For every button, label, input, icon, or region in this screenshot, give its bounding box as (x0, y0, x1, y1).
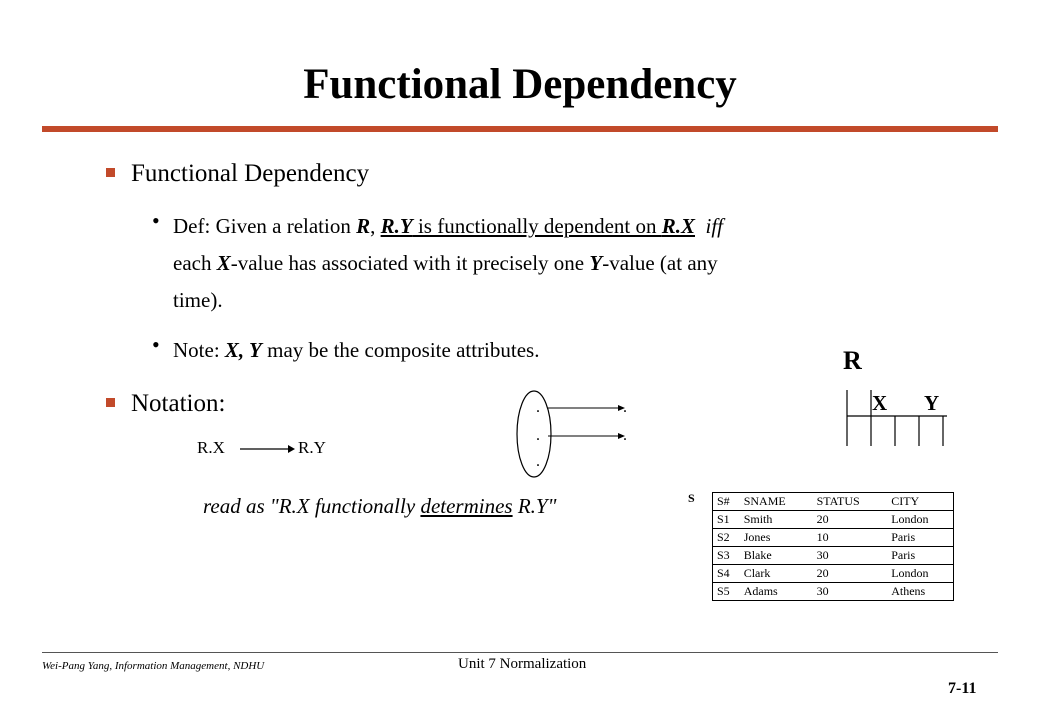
def-x: X (216, 251, 231, 275)
table-cell: 30 (813, 547, 888, 565)
def-line-3: time). (173, 288, 223, 312)
relation-r-col-x: X (872, 391, 888, 415)
table-cell: Paris (887, 529, 953, 547)
relation-s-label: S (688, 491, 695, 505)
domain-ellipse (517, 391, 551, 477)
note-line (173, 332, 539, 368)
footer-divider (42, 652, 998, 653)
table-row (713, 583, 954, 601)
table-cell: London (887, 511, 953, 529)
note-prefix: Note: (173, 338, 225, 362)
relation-r-col-y: Y (924, 391, 940, 415)
table-cell: Smith (740, 511, 813, 529)
def-prefix: Def: Given a relation (173, 214, 357, 238)
footer-author: Wei-Pang Yang, Information Management, NDHU (42, 660, 265, 672)
supplier-table (712, 492, 954, 601)
def-mid: is functionally dependent on (412, 214, 662, 238)
domain-dot: . (536, 453, 540, 470)
page-number: 7-11 (948, 680, 977, 697)
table-cell: S1 (713, 511, 740, 529)
table-row (713, 511, 954, 529)
table-cell: 10 (813, 529, 888, 547)
def-iff: iff (705, 214, 724, 238)
notation-ry: R.Y (298, 438, 326, 457)
table-header-row (713, 493, 954, 511)
def-line2c: -value (at any (602, 251, 718, 275)
note-xy: X, Y (224, 338, 262, 362)
domain-dot: . (536, 427, 540, 444)
read-as-prefix: read as "R.X functionally (203, 494, 421, 518)
table-row (713, 529, 954, 547)
def-comma: , (370, 214, 381, 238)
range-dot: . (623, 399, 627, 416)
def-r: R (356, 214, 371, 238)
dot-bullet-icon: • (152, 208, 160, 233)
slide-title: Functional Dependency (303, 61, 737, 108)
footer-unit: Unit 7 Normalization (458, 656, 587, 672)
range-dot: . (623, 427, 627, 444)
note-suffix: may be the composite attributes. (261, 338, 540, 362)
square-bullet-icon (106, 398, 115, 407)
header-cell: STATUS (813, 493, 888, 511)
table-cell: Paris (887, 547, 953, 565)
header-cell: S# (713, 493, 740, 511)
bullet-notation: Notation: (131, 390, 226, 417)
table-cell: London (887, 565, 953, 583)
table-cell: Athens (887, 583, 953, 601)
dot-bullet-icon: • (152, 332, 160, 357)
def-line2a: each (173, 251, 217, 275)
read-as-text (203, 494, 556, 519)
def-underlined-phrase (381, 214, 695, 238)
notation-arrow-icon (238, 442, 296, 456)
table-cell: S4 (713, 565, 740, 583)
table-cell: 20 (813, 511, 888, 529)
def-line-2 (173, 245, 718, 281)
table-cell: 30 (813, 583, 888, 601)
header-cell: CITY (887, 493, 953, 511)
def-line-1 (173, 208, 723, 244)
square-bullet-icon (106, 168, 115, 177)
table-cell: Blake (740, 547, 813, 565)
table-cell: Jones (740, 529, 813, 547)
read-as-suffix: R.Y" (512, 494, 557, 518)
table-cell: S3 (713, 547, 740, 565)
title-divider (42, 126, 998, 132)
def-line2b: -value has associated with it precisely one (230, 251, 590, 275)
read-as-determines: determines (420, 494, 513, 518)
table-cell: 20 (813, 565, 888, 583)
table-cell: S5 (713, 583, 740, 601)
bullet-functional-dependency: Functional Dependency (131, 160, 370, 187)
domain-dot: . (536, 399, 540, 416)
notation-rx: R.X (197, 438, 225, 457)
table-cell: Adams (740, 583, 813, 601)
def-rx: R.X (661, 214, 695, 238)
def-ry: R.Y (380, 214, 413, 238)
header-cell: SNAME (740, 493, 813, 511)
relation-r-label: R (843, 346, 862, 375)
table-cell: S2 (713, 529, 740, 547)
table-row (713, 547, 954, 565)
table-cell: Clark (740, 565, 813, 583)
def-y: Y (589, 251, 603, 275)
table-row (713, 565, 954, 583)
